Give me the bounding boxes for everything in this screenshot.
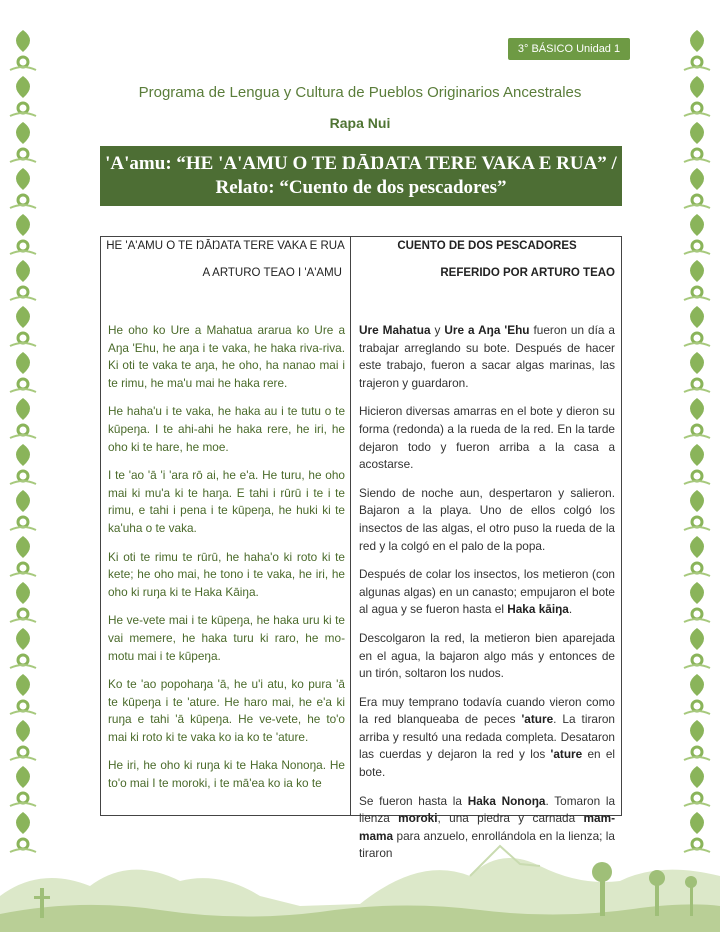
landscape-illustration xyxy=(0,836,720,932)
spanish-heading: CUENTO DE DOS PESCADORES xyxy=(397,240,577,252)
story-title-box xyxy=(100,146,622,206)
spanish-paragraph: Ure Mahatua y Ure a Aŋa 'Ehu fueron un día a trabajar arreglando su bote. Después de hacer este trabajo, fueron a sacar algas marinas, las trajeron y guardaron. xyxy=(359,323,615,390)
rapanui-paragraph: He ve-vete mai i te kūpeŋa, he haka uru ki te vai memere, he haka turu ki raro, he mo-motu mai i te kūpeŋa. xyxy=(108,613,345,663)
rapanui-paragraph: He iri, he oho ki ruŋa ki te Haka Nonoŋa. He to'o mai I te moroki, i te mā'ea ko ia ko te xyxy=(108,758,345,791)
spanish-paragraph: Se fueron hasta la Haka Nonoŋa. Tomaron la lienza moroki, una piedra y carnada mam-mama para anzuelo, enrollándola en la lienza; la tiraron xyxy=(359,793,616,861)
rapanui-paragraph: Ki oti te rimu te rūrū, he haha'o ki roto ki te kete; he oho mai, he tono i te vaka, he iri, he oho ki ruŋa ki te Haka Kāiŋa. xyxy=(108,549,345,599)
decorative-border-right xyxy=(680,20,714,840)
spanish-column xyxy=(351,237,623,874)
rapanui-paragraph: I te 'ao 'ā 'i 'ara rō ai, he e'a. He turu, he oho mai ki mu'a ki te haŋa. E tahi i rūrū i te i te rimu, e tahi i pena i te kūpeŋa, he huki ki te ka'uha o te vaka. xyxy=(108,468,345,535)
rapanui-subheading: A ARTURO TEAO I 'A'AMU xyxy=(202,267,342,279)
rapanui-column xyxy=(101,237,350,804)
rapanui-heading: HE 'A'AMU O TE ŊĀŊATA TERE VAKA E RUA xyxy=(106,240,345,252)
decorative-border-left xyxy=(6,20,40,840)
spanish-paragraph: Hicieron diversas amarras en el bote y dieron su forma (redonda) a la rueda de la red. En la tarde dejaron todo y fueron arriba a la casa a acostarse. xyxy=(359,404,615,472)
rapanui-paragraph: He oho ko Ure a Mahatua ararua ko Ure a Aŋa 'Ehu, he aŋa i te vaka, he haka riva-riva. Ki oti te vaka te aŋa, he oho, ha nanao mai i te rimu, he ma'u mai he haka rere. xyxy=(108,323,345,390)
story-title-line2: Relato: “Cuento de dos pescadores” xyxy=(215,177,507,198)
rapanui-paragraph: Ko te 'ao popohaŋa 'ā, he u'i atu, ko pura 'ā te kūpeŋa i te 'ature. He haro mai, he e'a ki ruŋa e tahi 'ā kūpeŋa. He ve-vete, he to'o mai ki roto ki te vaka ko ia ko te 'ature. xyxy=(108,677,345,744)
language-title: Rapa Nui xyxy=(329,115,391,131)
rapanui-paragraph: He haha'u i te vaka, he haka au i te tutu o te kūpeŋa. I te ahi-ahi he haka rere, he iri, he oho ki te hare, he moe. xyxy=(108,404,345,454)
spanish-paragraph: Descolgaron la red, la metieron bien aparejada en el agua, la bajaron algo más y entonces de un tirón, soltaron los nudos. xyxy=(359,630,615,681)
spanish-paragraph: Después de colar los insectos, los metieron (con algunas algas) en un canasto; empujaron el bote al agua y se fueron hasta el Haka kāiŋa. xyxy=(359,567,615,617)
program-title: Programa de Lengua y Cultura de Pueblos Originarios Ancestrales xyxy=(138,84,582,101)
spanish-subheading: REFERIDO POR ARTURO TEAO xyxy=(440,267,615,279)
story-table xyxy=(100,236,622,861)
level-badge: 3° BÁSICO Unidad 1 xyxy=(508,38,630,60)
spanish-paragraph: Siendo de noche aun, despertaron y salieron. Bajaron a la playa. Uno de ellos colgó los insectos de las algas, el otro puso la rueda de la red y la colgó en el palo de la popa. xyxy=(359,485,615,553)
story-title-line1: 'A'amu: “HE 'A'AMU O TE ŊĀŊATA TERE VAKA E RUA” / xyxy=(105,153,617,174)
spanish-paragraph: Era muy temprano todavía cuando vieron como la red blanqueaba de peces 'ature. La tiraron arriba y resultó una redada completa. Desataron las cuerdas y dejaron la red y los 'ature en el bote. xyxy=(359,694,616,780)
